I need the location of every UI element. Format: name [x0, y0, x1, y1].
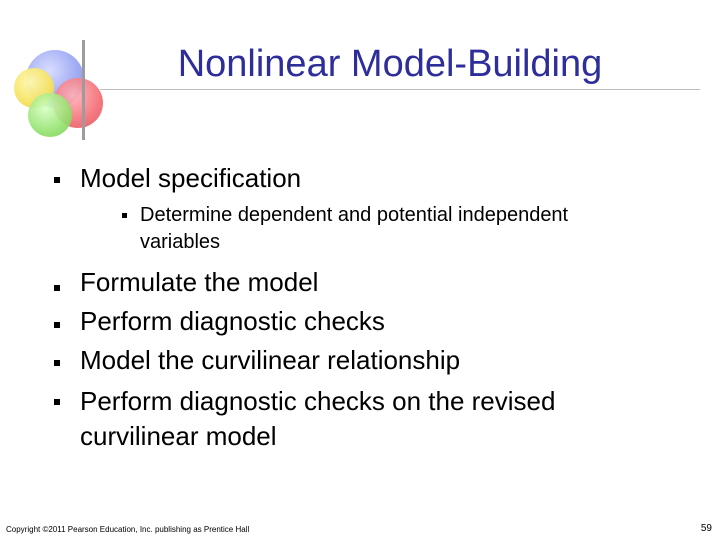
- page-number: 59: [700, 523, 712, 534]
- bullet-formulate-model: Formulate the model: [80, 267, 319, 297]
- bullet-marker: [54, 285, 60, 291]
- title-horizontal-divider: [100, 89, 700, 90]
- sub-bullet-line-2: variables: [140, 231, 221, 253]
- bullet-revised-checks-line-2: curvilinear model: [80, 421, 277, 451]
- bullet-diagnostic-checks: Perform diagnostic checks: [80, 306, 385, 336]
- bullet-model-specification: Model specification: [80, 163, 302, 193]
- bullet-marker: [54, 177, 60, 183]
- bullet-marker: [54, 360, 60, 366]
- bullet-marker: [54, 399, 60, 405]
- sub-bullet-line-1: Determine dependent and potential independent: [140, 204, 569, 226]
- logo-circles: [8, 38, 118, 148]
- slide-title: Nonlinear Model-Building: [177, 43, 603, 85]
- sub-bullet-marker: [122, 213, 127, 218]
- logo-green-circle: [28, 93, 72, 137]
- copyright-footer: Copyright ©2011 Pearson Education, Inc. publishing as Prentice Hall: [6, 525, 250, 534]
- title-vertical-divider: [82, 40, 85, 140]
- bullet-curvilinear-relationship: Model the curvilinear relationship: [80, 345, 461, 375]
- bullet-marker: [54, 322, 60, 328]
- bullet-revised-checks-line-1: Perform diagnostic checks on the revised: [80, 386, 556, 416]
